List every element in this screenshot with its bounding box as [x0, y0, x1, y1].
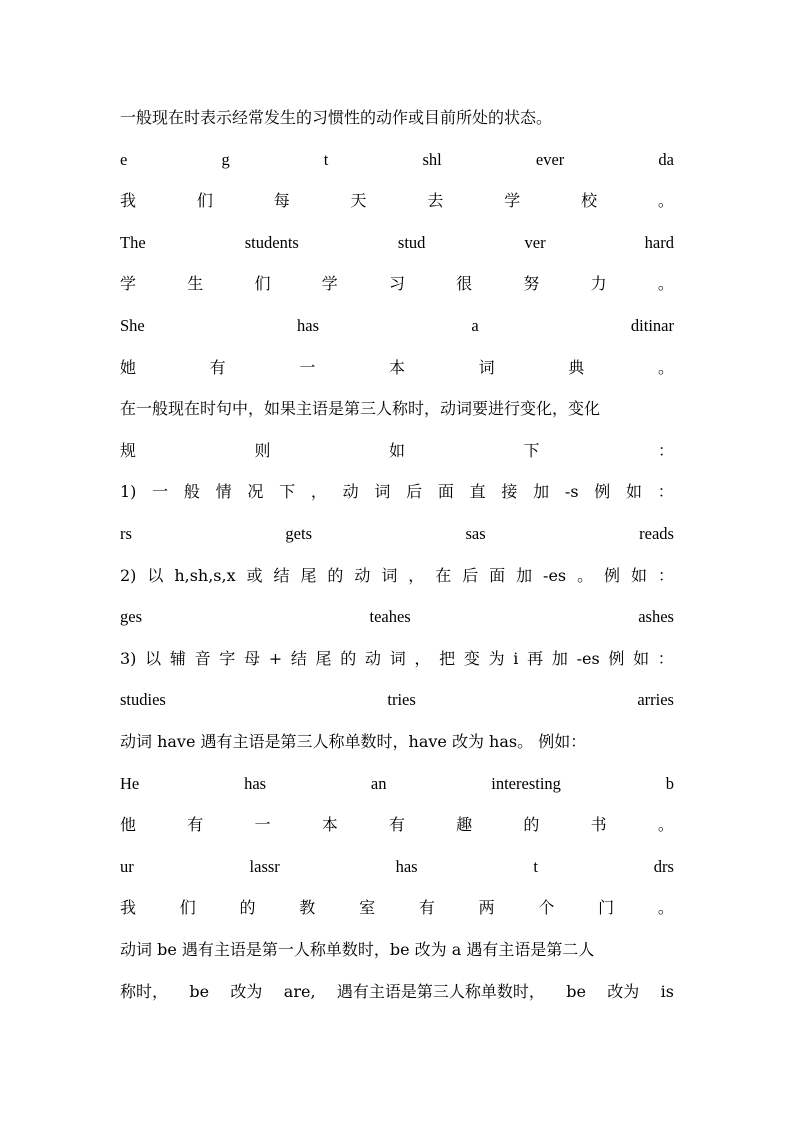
line-token: 辅 — [169, 648, 186, 668]
line-token: 后 — [462, 565, 479, 585]
line-token: 天 — [350, 191, 367, 211]
line-token: e — [120, 149, 128, 169]
line-token: 生 — [187, 274, 204, 294]
line-token: 室 — [359, 898, 376, 918]
line-token: 学 — [504, 191, 521, 211]
text-line — [120, 978, 674, 1006]
line-token: 的 — [523, 815, 540, 835]
line-token: 一 — [152, 482, 169, 502]
line-token: ver — [524, 232, 546, 252]
line-token: be — [189, 981, 210, 1001]
line-token: are, — [283, 981, 316, 1001]
line-token: 词 — [381, 565, 398, 585]
line-text: 动词 have 遇有主语是第三人称单数时，have 改为 has。 例如： — [120, 732, 587, 751]
line-token: 。 — [657, 274, 674, 294]
line-token: 加 — [551, 648, 568, 668]
line-token: ： — [657, 482, 674, 502]
line-token: ， — [408, 565, 425, 585]
text-line — [120, 270, 674, 298]
line-token: -es — [543, 565, 567, 585]
line-token: has — [297, 316, 320, 335]
line-token: has — [395, 856, 418, 876]
line-token: 加 — [533, 482, 550, 502]
line-token: shl — [422, 149, 442, 169]
line-token: 3) — [120, 648, 137, 668]
line-token: g — [221, 149, 230, 169]
line-token: 情 — [215, 482, 232, 502]
line-token: is — [660, 981, 674, 1001]
line-token: 在 — [435, 565, 452, 585]
line-token: stud — [397, 232, 426, 252]
line-token: 如 — [630, 565, 647, 585]
line-token: 书 — [590, 815, 607, 835]
line-token: ditinar — [630, 316, 674, 335]
line-token: 加 — [516, 565, 533, 585]
line-token: 母 — [244, 648, 261, 668]
line-token: 动 — [364, 648, 381, 668]
text-line — [120, 603, 674, 631]
line-text: 在一般现在时句中，如果主语是第三人称时，动词要进行变化，变化 — [120, 399, 601, 419]
line-token: 为 — [488, 648, 505, 668]
line-token: 学 — [120, 274, 137, 294]
line-token: 2) — [120, 565, 137, 585]
line-token: 以 — [145, 648, 162, 668]
line-token: t — [323, 149, 329, 169]
line-token: has — [244, 773, 267, 793]
line-token: 面 — [437, 482, 454, 502]
line-token: 努 — [523, 274, 540, 294]
line-token: b — [665, 773, 674, 793]
line-token: 况 — [247, 482, 264, 502]
line-token: 我 — [120, 898, 137, 918]
line-token: He — [120, 773, 140, 793]
text-line — [120, 686, 674, 714]
text-line — [120, 437, 674, 465]
line-token: t — [533, 856, 538, 876]
line-token: 结 — [273, 565, 290, 585]
line-token: 每 — [273, 191, 290, 211]
line-token: 面 — [489, 565, 506, 585]
line-token: 门 — [598, 898, 615, 918]
text-line — [120, 936, 674, 964]
line-token: an — [370, 773, 387, 793]
text-line — [120, 354, 674, 382]
line-token: 如 — [388, 440, 405, 460]
line-token: 遇有主语是第三人称单数时， — [336, 981, 545, 1001]
text-line — [120, 728, 674, 756]
line-token: 直 — [469, 482, 486, 502]
line-token: 下 — [523, 440, 540, 460]
line-token: ever — [535, 149, 565, 169]
line-token: sas — [465, 524, 486, 543]
line-token: arries — [637, 690, 674, 710]
line-token: 例 — [608, 648, 625, 668]
line-token: 再 — [527, 648, 544, 668]
line-token: 尾 — [300, 565, 317, 585]
line-token: 一 — [299, 357, 316, 377]
line-token: students — [244, 232, 299, 252]
line-token: 以 — [147, 565, 164, 585]
text-line — [120, 312, 674, 340]
line-token: ， — [310, 482, 327, 502]
line-token: 如 — [626, 482, 643, 502]
line-token: 很 — [456, 274, 473, 294]
line-token: 们 — [196, 191, 213, 211]
line-text: 一般现在时表示经常发生的习惯性的动作或目前所处的状态。 — [120, 108, 553, 127]
line-token: 有 — [388, 815, 405, 835]
line-token: 改为 — [607, 981, 640, 1001]
line-token: 教 — [299, 898, 316, 918]
line-token: 。 — [577, 565, 594, 585]
line-text: 动词 be 遇有主语是第一人称单数时，be 改为 a 遇有主语是第二人 — [120, 940, 595, 959]
line-token: da — [658, 149, 674, 169]
line-token: 。 — [657, 191, 674, 211]
line-token: + — [268, 648, 283, 668]
line-token: 1) — [120, 482, 137, 502]
text-line — [120, 853, 674, 881]
text-line — [120, 229, 674, 257]
line-token: h,sh,s,x — [174, 565, 236, 585]
line-token: 本 — [388, 357, 405, 377]
text-line — [120, 187, 674, 215]
line-token: ur — [120, 856, 134, 876]
line-token: 动 — [342, 482, 359, 502]
line-token: 们 — [254, 274, 271, 294]
line-token: reads — [639, 524, 674, 543]
line-token: 的 — [340, 648, 357, 668]
text-line — [120, 478, 674, 506]
line-token: ： — [657, 565, 674, 585]
line-token: 词 — [389, 648, 406, 668]
line-token: 。 — [657, 357, 674, 377]
line-token: 一 — [254, 815, 271, 835]
line-token: 改为 — [230, 981, 263, 1001]
text-line — [120, 146, 674, 174]
line-token: 他 — [120, 815, 137, 835]
line-token: 力 — [590, 274, 607, 294]
line-token: The — [120, 232, 146, 252]
line-token: 。 — [657, 898, 674, 918]
line-token: 或 — [246, 565, 263, 585]
line-token: interesting — [491, 773, 561, 793]
line-token: 如 — [633, 648, 650, 668]
text-line — [120, 770, 674, 798]
line-token: 有 — [418, 898, 435, 918]
line-token: 尾 — [315, 648, 332, 668]
text-line — [120, 520, 674, 548]
line-token: 两 — [478, 898, 495, 918]
line-token: 字 — [219, 648, 236, 668]
line-token: ashes — [638, 607, 674, 627]
line-token: 习 — [388, 274, 405, 294]
line-token: drs — [653, 856, 674, 876]
text-line — [120, 104, 674, 132]
line-token: i — [513, 648, 519, 668]
line-token: ， — [414, 648, 431, 668]
line-token: studies — [120, 690, 166, 710]
line-token: be — [566, 981, 586, 1001]
line-token: 有 — [187, 815, 204, 835]
text-line — [120, 562, 674, 590]
line-token: 下 — [279, 482, 296, 502]
line-token: 本 — [321, 815, 338, 835]
line-token: 接 — [501, 482, 518, 502]
line-token: 有 — [209, 357, 226, 377]
text-line — [120, 811, 674, 839]
line-token: ges — [120, 607, 142, 627]
line-token: 例 — [604, 565, 621, 585]
line-token: tries — [387, 690, 416, 710]
line-token: 词 — [478, 357, 495, 377]
line-token: 结 — [290, 648, 307, 668]
line-token: lassr — [249, 856, 280, 876]
line-token: gets — [285, 524, 312, 543]
line-token: 后 — [406, 482, 423, 502]
line-token: 她 — [120, 357, 137, 377]
line-token: 典 — [568, 357, 585, 377]
line-token: 去 — [427, 191, 444, 211]
line-token: hard — [644, 232, 674, 252]
line-token: a — [471, 316, 479, 335]
line-token: teahes — [369, 607, 411, 627]
line-token: ： — [657, 648, 674, 668]
line-token: 把 — [439, 648, 456, 668]
line-token: 音 — [194, 648, 211, 668]
line-token: 则 — [254, 440, 271, 460]
line-token: 的 — [327, 565, 344, 585]
line-token: 动 — [354, 565, 371, 585]
line-token: 的 — [239, 898, 256, 918]
line-token: 学 — [321, 274, 338, 294]
line-token: 变 — [463, 648, 480, 668]
line-token: 趣 — [456, 815, 473, 835]
line-token: 词 — [374, 482, 391, 502]
line-token: 们 — [179, 898, 196, 918]
line-token: 校 — [581, 191, 598, 211]
line-token: 我 — [120, 191, 137, 211]
line-token: 规 — [120, 440, 137, 460]
text-line — [120, 894, 674, 922]
line-token: rs — [120, 524, 132, 543]
line-token: 例 — [594, 482, 611, 502]
line-token: She — [120, 316, 145, 335]
line-token: 。 — [657, 815, 674, 835]
line-token: -s — [564, 482, 579, 502]
line-token: 称时， — [120, 981, 169, 1001]
line-token: 个 — [538, 898, 555, 918]
text-line — [120, 645, 674, 673]
line-token: 般 — [183, 482, 200, 502]
line-token: ： — [657, 440, 674, 460]
text-line — [120, 395, 674, 423]
line-token: -es — [576, 648, 600, 668]
